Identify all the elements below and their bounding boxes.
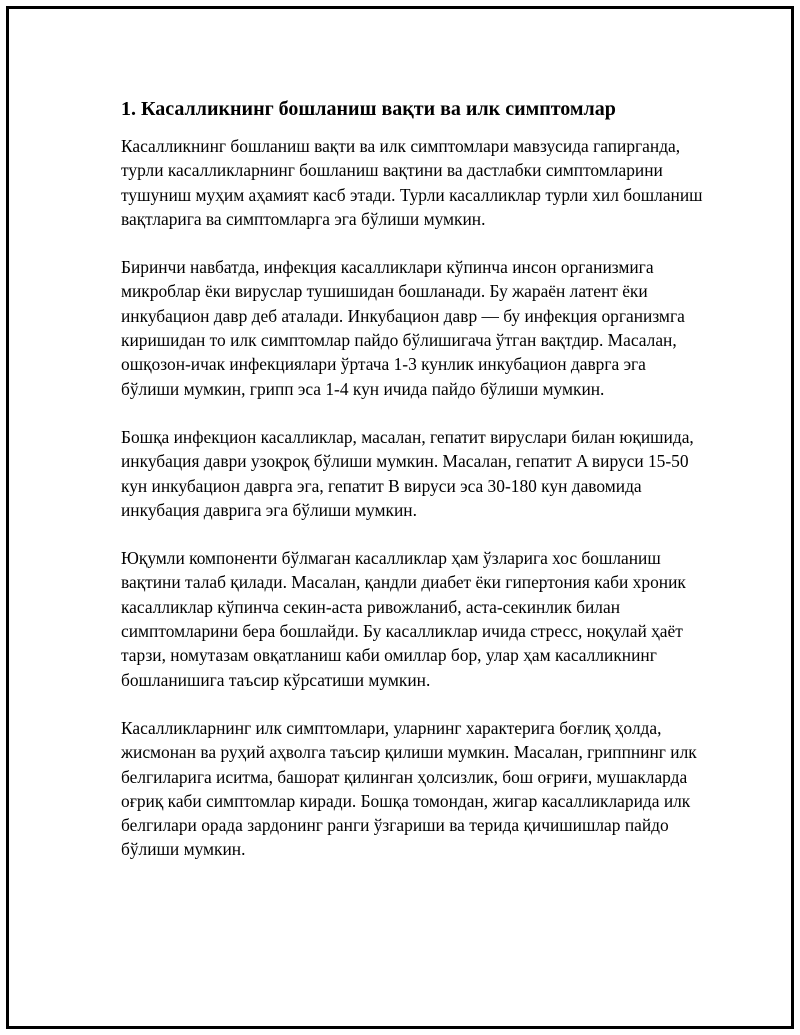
section-heading: 1. Касалликнинг бошланиш вақти ва илк симптомлар <box>121 98 616 120</box>
paragraph-5: Касалликларнинг илк симптомлари, уларнинг характерига боғлиқ ҳолда, жисмонан ва руҳий аҳволга таъсир қилиши мумкин. Масалан, гриппнинг илк белгиларига иситма, башорат қилинган ҳолсизлик, бош оғриғи, мушакларда оғриқ каби симптомлар киради. Бошқа томондан, жигар касалликларида илк белгилари орада зардонинг ранги ўзгариши ва терида қичишишлар пайдо бўлиши мумкин. <box>121 717 697 860</box>
paragraph-3: Бошқа инфекцион касалликлар, масалан, гепатит вируслари билан юқишида, инкубация даври узоқроқ бўлиши мумкин. Масалан, гепатит A вируси 15-50 кун инкубацион даврга эга, гепатит B вируси эса 30-180 кун давомида инкубация даврига эга бўлиши мумкин. <box>121 426 694 520</box>
document-body <box>121 95 706 886</box>
paragraph-2: Биринчи навбатда, инфекция касалликлари кўпинча инсон организмига микроблар ёки вируслар тушишидан бошланади. Бу жараён латент ёки инкубацион давр деб аталади. Инкубацион давр — бу инфекция организмга киришидан то илк симптомлар пайдо бўлишигача ўтган вақтдир. Масалан, ошқозон-ичак инфекциялари ўртача 1-3 кунлик инкубацион даврга эга бўлиши мумкин, грипп эса 1-4 кун ичида пайдо бўлиши мумкин. <box>121 257 685 399</box>
page-frame <box>6 6 794 1029</box>
paragraph-1: Касалликнинг бошланиш вақти ва илк симптомлари мавзусида гапирганда, турли касалликларнинг бошланиш вақтини ва дастлабки симптомларини тушуниш муҳим аҳамият касб этади. Турли касалликлар турли хил бошланиш вақтларига ва симптомларга эга бўлиши мумкин. <box>121 136 703 229</box>
paragraph-4: Юқумли компоненти бўлмаган касалликлар ҳам ўзларига хос бошланиш вақтини талаб қилади. Масалан, қандли диабет ёки гипертония каби хроник касалликлар кўпинча секин-аста ривожланиб, аста-секинлик билан симптомларини бера бошлайди. Бу касалликлар ичида стресс, ноқулай ҳаёт тарзи, номутазам овқатланиш каби омиллар бор, улар ҳам касалликнинг бошланишига таъсир кўрсатиши мумкин. <box>121 548 686 690</box>
